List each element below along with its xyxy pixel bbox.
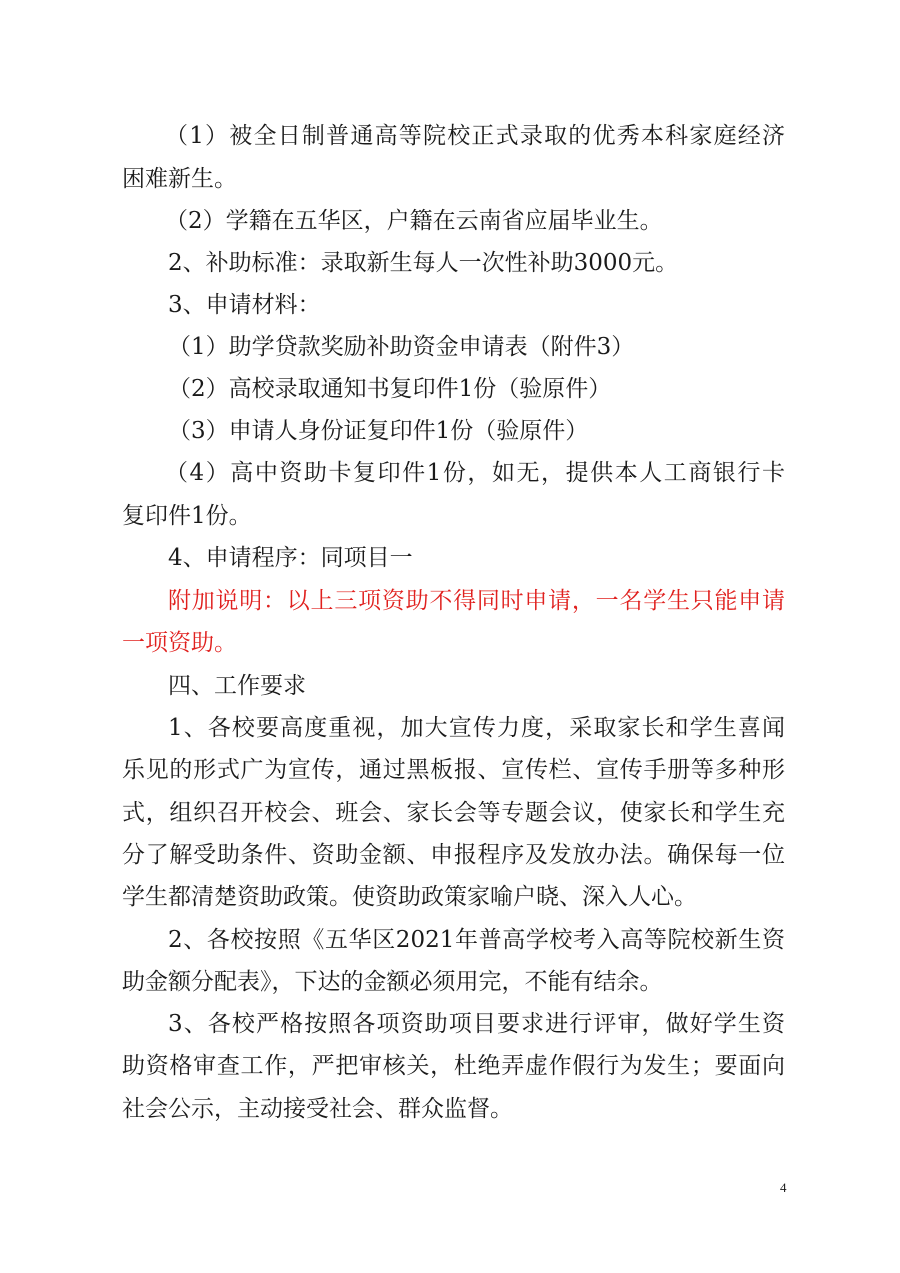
text-line: 1、各校要高度重视，加大宣传力度，采取家长和学生喜闻 (168, 715, 785, 741)
text-line: 乐见的形式广为宣传，通过黑板报、宣传栏、宣传手册等多种形 (122, 757, 785, 783)
text-line: 复印件1份。 (122, 503, 252, 529)
text-line: 3、申请材料： (168, 292, 321, 318)
text-line: 助金额分配表》，下达的金额必须用完，不能有结余。 (122, 969, 663, 995)
text-line: 4、申请程序：同项目一 (168, 545, 413, 571)
note-line: 附加说明：以上三项资助不得同时申请，一名学生只能申请 (168, 588, 785, 614)
text-line: 助资格审查工作，严把审核关，杜绝弄虚作假行为发生；要面向 (122, 1053, 785, 1079)
text-line: （3）申请人身份证复印件1份（验原件） (168, 418, 589, 444)
text-line: （1）被全日制普通高等院校正式录取的优秀本科家庭经济 (165, 123, 785, 149)
note-line: 一项资助。 (122, 630, 237, 656)
text-line: 式，组织召开校会、班会、家长会等专题会议，使家长和学生充 (122, 800, 785, 826)
text-line: 2、补助标准：录取新生每人一次性补助3000元。 (168, 250, 679, 276)
text-line: （2）学籍在五华区，户籍在云南省应届毕业生。 (165, 208, 663, 234)
text-line: 困难新生。 (122, 166, 237, 192)
text-line: 社会公示，主动接受社会、群众监督。 (122, 1096, 513, 1122)
text-line: （4）高中资助卡复印件1份，如无，提供本人工商银行卡 (165, 460, 785, 486)
text-line: 四、工作要求 (168, 673, 306, 699)
text-line: 3、各校严格按照各项资助项目要求进行评审，做好学生资 (168, 1011, 785, 1037)
text-line: 2、各校按照《五华区2021年普高学校考入高等院校新生资 (168, 927, 785, 953)
text-line: （2）高校录取通知书复印件1份（验原件） (168, 376, 612, 402)
text-line: （1）助学贷款奖励补助资金申请表（附件3） (168, 334, 635, 360)
text-line: 分了解受助条件、资助金额、申报程序及发放办法。确保每一位 (122, 842, 785, 868)
page-number: 4 (780, 1180, 787, 1195)
text-line: 学生都清楚资助政策。使资助政策家喻户晓、深入人心。 (122, 884, 697, 910)
